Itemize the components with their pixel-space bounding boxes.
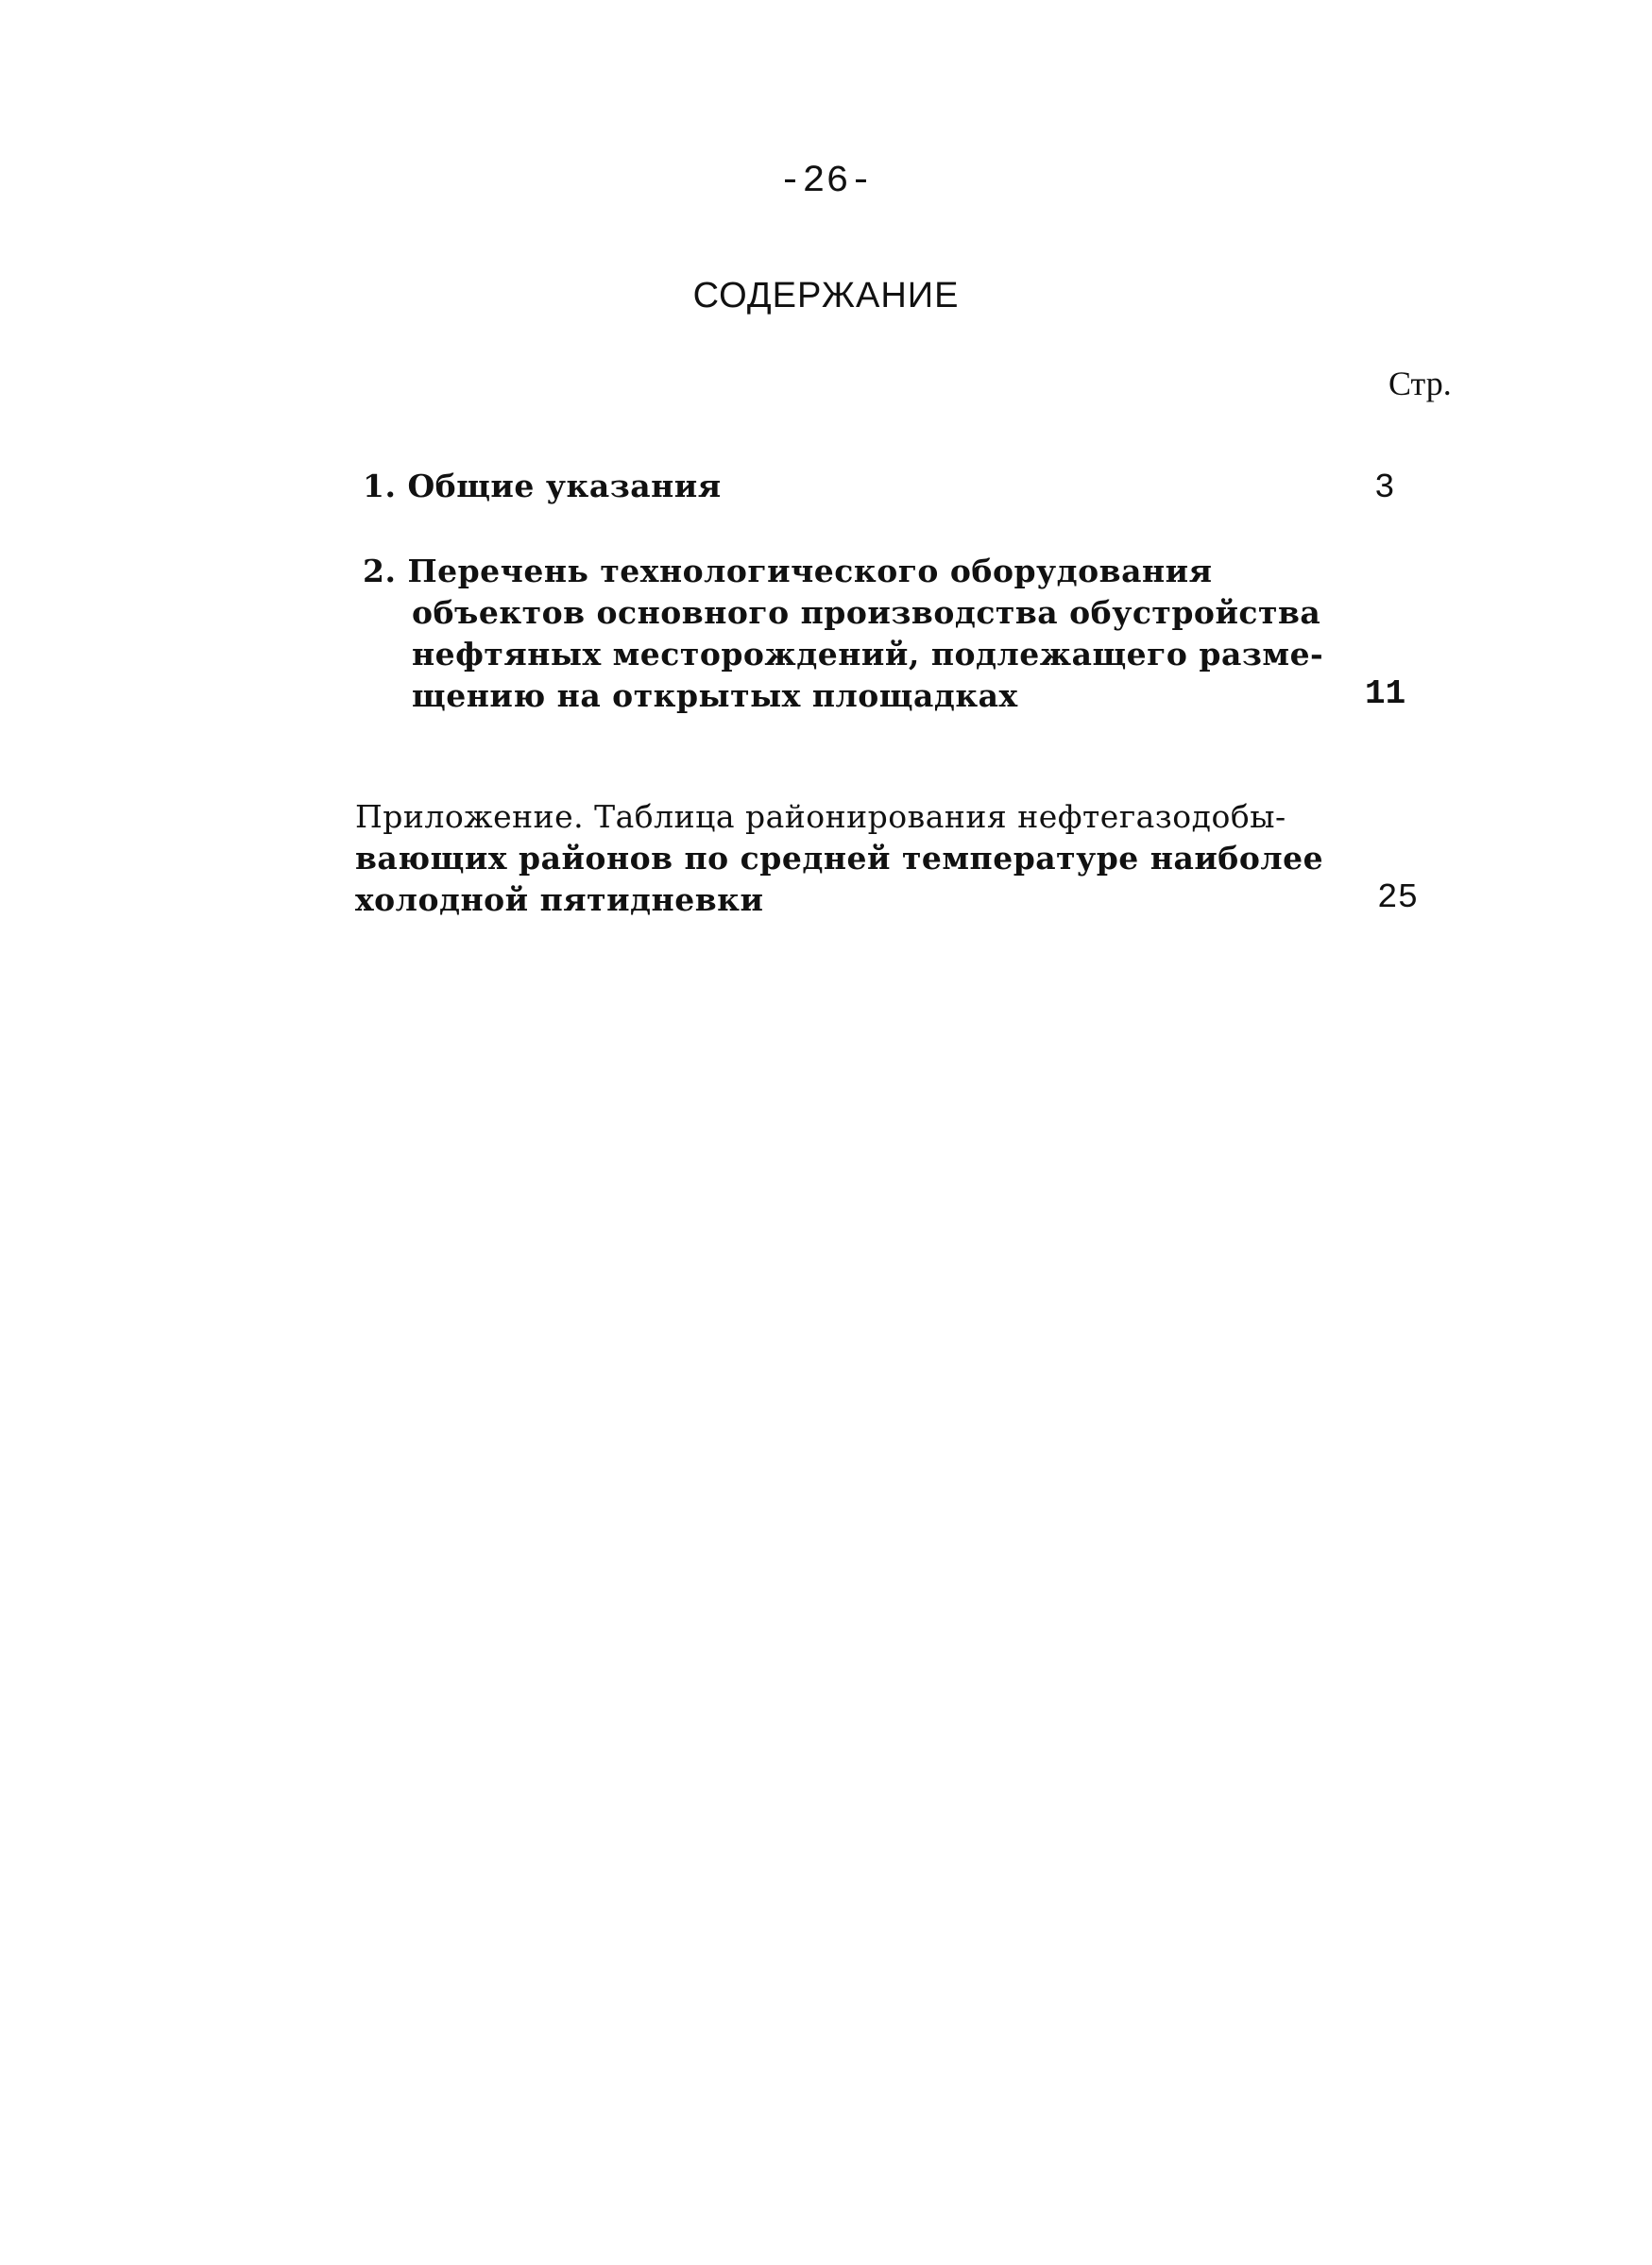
toc-title: СОДЕРЖАНИЕ xyxy=(692,276,960,315)
toc-entry-page-number: 25 xyxy=(1377,878,1419,917)
toc-entry-line: щению на открытых площадках xyxy=(412,677,1018,714)
toc-entry-line: вающих районов по средней температуре наиболее xyxy=(355,840,1324,877)
toc-entry-equipment-list xyxy=(363,551,1323,717)
toc-entry-page-number: 3 xyxy=(1374,468,1395,507)
toc-entry-line: объектов основного производства обустройства xyxy=(412,594,1321,631)
toc-entry-line: 1. Общие указания xyxy=(363,468,722,504)
toc-entry-general-instructions xyxy=(363,466,722,507)
toc-entry-line: холодной пятидневки xyxy=(355,881,764,918)
page-number: -26- xyxy=(778,161,874,203)
toc-entry-appendix xyxy=(355,796,1323,921)
toc-entry-page-number: 11 xyxy=(1365,674,1406,713)
toc-entry-line: 2. Перечень технологического оборудования xyxy=(363,553,1213,589)
toc-entry-line: Приложение. Таблица районирования нефтегазодобы- xyxy=(355,798,1286,835)
toc-entry-line: нефтяных месторождений, подлежащего разме- xyxy=(412,636,1324,673)
page-column-header: Стр. xyxy=(1388,365,1452,402)
